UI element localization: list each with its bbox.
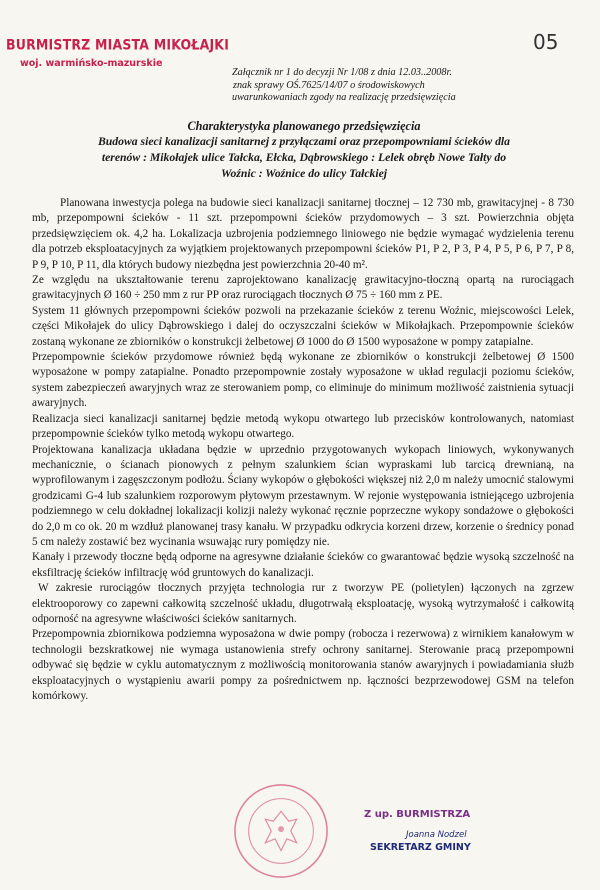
- document-body: [32, 196, 574, 704]
- annex-line-3: uwarunkowaniach zgody na realizację przedsięwzięcia: [232, 92, 456, 103]
- round-seal-stamp: [232, 782, 330, 880]
- paragraph: W zakresie rurociągów tłocznych przyjęta technologia rur z tworzyw PE (polietylen) łączonych na zgrzew elektrooporowy co zapewni całkowitą szczelność układu, długotrwałą eksploatację, wysoką wytrzymałość i całkowitą odporność na agresywne właściwości ścieków sanitarnych.: [32, 582, 574, 625]
- title-line-4: Woźnic : Woźnice do ulicy Tałckiej: [220, 167, 388, 180]
- annex-line-1: Załącznik nr 1 do decyzji Nr 1/08 z dnia 12.03..2008r.: [232, 67, 452, 78]
- signature-position: SEKRETARZ GMINY: [370, 842, 471, 853]
- signature-name: Joanna Nodzel: [406, 830, 467, 840]
- stamp-line-2: woj. warmińsko-mazurskie: [20, 58, 163, 69]
- paragraph: System 11 głównych przepompowni ścieków pozwoli na przekazanie ścieków z terenu Woźnic, miejscowości Lelek, części Mikołajek do ulicy Dąbrowskiego i dalej do oczyszczalni ścieków w Mikołajkach. Przepompownie ścieków zostaną wykonane ze zbiorników o konstrukcji żelbetowej Ø 1000 do Ø 1500 wyposażone w pompy zatapialne.: [32, 304, 574, 348]
- stamp-line-1: BURMISTRZ MIASTA MIKOŁAJKI: [6, 35, 230, 54]
- signature-authority: [364, 809, 471, 820]
- paragraph: Planowana inwestycja polega na budowie sieci kanalizacji sanitarnej tłocznej – 12 730 mb, grawitacyjnej - 8 730 mb, przepompowni ścieków - 11 szt. przepompowni ścieków przydomowych – 3 szt. Powierzchnia objęta przedsięwzięciem ok. 4,2 ha. Lokalizacja uzbrojenia podziemnego liniowego nie będzie wymagać wydzielenia terenu dla potrzeb eksploatacyjnych za wyjątkiem projektowanych przepompowni ścieków P1, P 2, P 3, P 4, P 5, P 6, P 7, P 8, P 9, P 10, P 11, dla których budowy niezbędna jest powierzchnia 20-40 m².: [32, 197, 574, 271]
- annex-line-2: znak sprawy OŚ.7625/14/07 o środowiskowych: [233, 79, 425, 91]
- paragraph: Projektowana kanalizacja układana będzie w uprzednio przygotowanych wykopach liniowych, wykonywanych mechanicznie, o ścianach pionowych z pełnym szalunkiem ścian wypraskami lub tarcicą drewnianą, na wyprofilowanym i zagęszczonym podłożu. Ściany wykopów o głębokości większej niż 2,0 m należy umocnić stalowymi grodzicami G-4 lub szalunkiem rozporowym płytowym przestawnym. W rejonie występowania istniejącego uzbrojenia podziemnego w celu dokładnej lokalizacji kolizji należy wykonać ręcznie poprzeczne wykopy sondażowe o głębokości do 2,0 m co ok. 20 m wzdłuż planowanej trasy kanału. W przypadku odkrycia korzeni drzew, korzenie o średnicy ponad 5 cm należy zostawić bez wycinania wsuwając rury pomiędzy nie.: [32, 443, 574, 548]
- title-line-2: Budowa sieci kanalizacji sanitarnej z przyłączami oraz przepompowniami ścieków dla: [97, 135, 511, 148]
- paragraph: Realizacja sieci kanalizacji sanitarnej będzie metodą wykopu otwartego lub przecisków kontrolowanych, natomiast przepompownie ścieków tylko metodą wykopu otwartego.: [32, 412, 574, 441]
- title-line-3: terenów : Mikołajek ulice Tałcka, Ełcka, Dąbrowskiego : Lelek obręb Nowe Tałty do: [101, 151, 507, 164]
- annex-reference: [232, 67, 552, 105]
- paragraph: Ze względu na ukształtowanie terenu zaprojektowano kanalizację grawitacyjno-tłoczną opartą na rurociągach grawitacyjnych Ø 160 ÷ 250 mm z rur PP oraz rurociągach tłocznych Ø 75 ÷ 160 mm z PE.: [32, 274, 574, 302]
- signature-block: [364, 809, 471, 853]
- office-stamp: [6, 37, 229, 69]
- paragraph: Kanały i przewody tłoczne będą odporne na agresywne działanie ścieków co gwarantować będzie wysoką szczelność na eksfiltrację ścieków infiltrację wód gruntowych do kanalizacji.: [32, 551, 574, 579]
- page-number: 05: [533, 30, 559, 54]
- paragraph: Przepompownie ścieków przydomowe również będą wykonane ze zbiorników o konstrukcji żelbetowej Ø 1500 wyposażone w pompy zatapialne. Ponadto przepompownie zostały wyposażone w układ regulacji poziomu ścieków, system zabezpieczeń awaryjnych wraz ze sterowaniem pomp, co eliminuje do minimum możliwość zaistnienia sytuacji awaryjnych.: [32, 351, 574, 410]
- title-line-1: Charakterystyka planowanego przedsięwzięcia: [187, 119, 421, 133]
- document-title: [34, 118, 574, 182]
- signature-prefix: Z up.: [364, 809, 397, 820]
- paragraph: Przepompownia zbiornikowa podziemna wyposażona w dwie pompy (robocza i rezerwowa) z wirnikiem kanałowym w technologii bezskratkowej nie wymaga ustanowienia strefy ochrony sanitarnej. Sterowanie pracą przepompowni odbywać się będzie w cyklu automatycznym z możliwością monitorowania stanów awaryjnych i powiadamiania służb eksploatacyjnych o wystąpieniu awarii pompy za pośrednictwem np. łączności bezprzewodowej GSM na telefon komórkowy.: [32, 628, 574, 702]
- signature-title: BURMISTRZA: [396, 809, 471, 820]
